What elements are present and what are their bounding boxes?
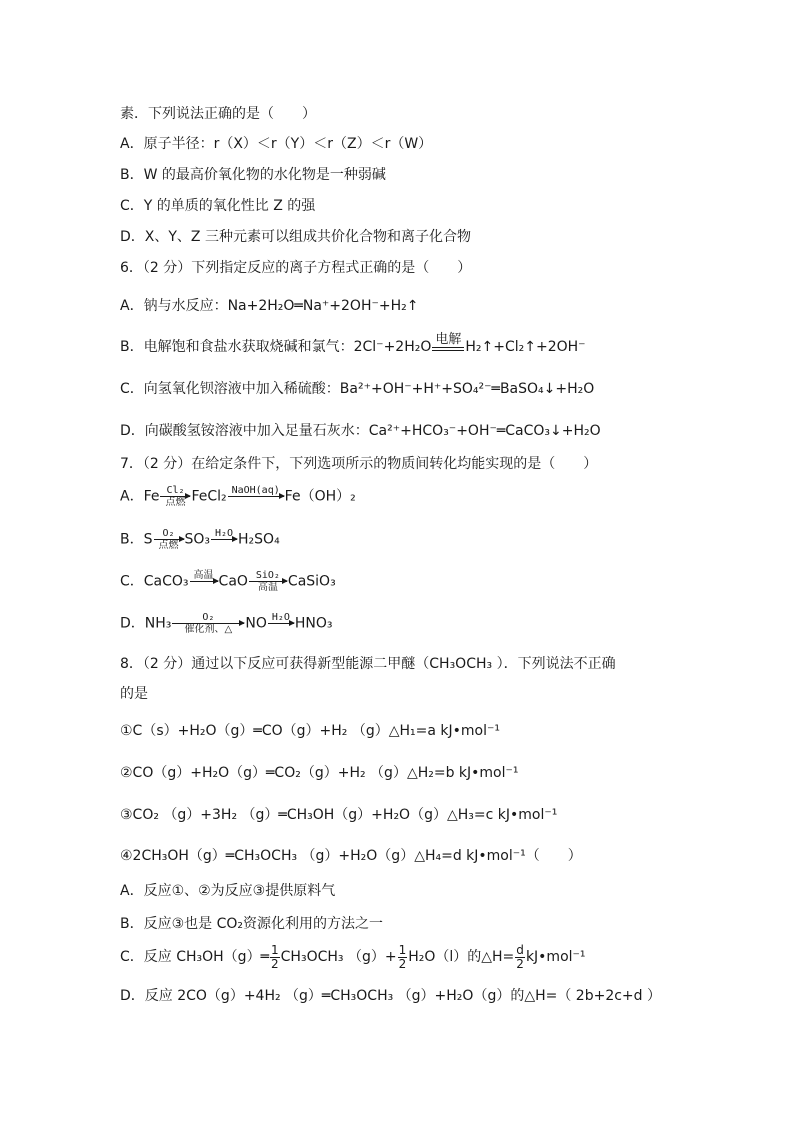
q7-d-arrow1 xyxy=(172,612,244,635)
fraction-half-1 xyxy=(270,944,280,971)
fraction-numerator: 1 xyxy=(271,942,279,957)
q7-d-reagent1: O₂ xyxy=(202,612,215,623)
q7-b-arrow1 xyxy=(154,528,184,551)
q7-b-reagent2: H₂O xyxy=(215,528,234,539)
q8-option-a: A．反应①、②为反应③提供原料气 xyxy=(120,883,336,899)
q7-b-reagent1: O₂ xyxy=(162,528,175,539)
q7-a-reagent1: Cl₂ xyxy=(166,485,185,496)
q7-b-arrow2 xyxy=(211,528,237,551)
q7-d-reagent2: H₂O xyxy=(271,612,290,623)
q5-stem-tail: 素．下列说法正确的是（ ） xyxy=(120,106,316,122)
q7-a-cond1: 点燃 xyxy=(165,497,186,508)
q8-reaction-3: ③CO₂ （g）+3H₂ （g）═CH₃OH（g）+H₂O（g）△H₃=c kJ•mol⁻¹ xyxy=(120,807,558,823)
q7-a-arrow1 xyxy=(160,485,190,508)
q7-b-p2: H₂SO₄ xyxy=(238,531,280,548)
electrolysis-label: 电解 xyxy=(435,332,462,347)
q6-option-b xyxy=(120,332,586,362)
q8-option-d: D．反应 2CO（g）+4H₂ （g）═CH₃OCH₃ （g）+H₂O（g）的△H=（ 2b+2c+d ） xyxy=(120,988,661,1004)
q7-b-p1: SO₃ xyxy=(184,531,211,548)
q5-option-c: C．Y 的单质的氧化性比 Z 的强 xyxy=(120,198,316,214)
fraction-half-2 xyxy=(398,944,408,971)
q8-reaction-2: ②CO（g）+H₂O（g）═CO₂（g）+H₂ （g）△H₂=b kJ•mol⁻¹ xyxy=(120,765,519,781)
q7-c-p1: CaO xyxy=(218,573,248,590)
q6-b-rhs: H₂↑+Cl₂↑+2OH⁻ xyxy=(465,339,586,355)
q7-c-p2: CaSiO₃ xyxy=(287,573,336,590)
fraction-denominator: 2 xyxy=(271,956,279,971)
q8-c-mid: CH₃OCH₃ （g）+ xyxy=(280,949,397,965)
q7-a-p2: Fe（OH）₂ xyxy=(284,488,356,505)
q7-option-a xyxy=(120,485,356,508)
q7-option-c xyxy=(120,570,336,593)
q6-option-c: C．向氢氧化钡溶液中加入稀硫酸：Ba²⁺+OH⁻+H⁺+SO₄²⁻═BaSO₄↓+H₂O xyxy=(120,381,595,397)
q7-a-arrow2 xyxy=(228,485,284,508)
q7-stem: 7．（2 分）在给定条件下，下列选项所示的物质间转化均能实现的是（ ） xyxy=(120,456,598,472)
q5-option-a: A．原子半径：r（X）＜r（Y）＜r（Z）＜r（W） xyxy=(120,136,433,152)
fraction-numerator: d xyxy=(516,942,524,957)
q7-a-p1: FeCl₂ xyxy=(191,488,227,505)
q7-c-arrow1 xyxy=(190,570,218,593)
q7-c-arrow2 xyxy=(249,570,287,593)
fraction-denominator: 2 xyxy=(516,956,524,971)
q7-d-p2: HNO₃ xyxy=(294,615,333,632)
q7-option-b xyxy=(120,528,280,551)
q7-d-p0: D．NH₃ xyxy=(120,615,172,632)
q6-option-d: D．向碳酸氢铵溶液中加入足量石灰水：Ca²⁺+HCO₃⁻+OH⁻═CaCO₃↓+H₂O xyxy=(120,423,601,439)
q7-d-cond1: 催化剂、△ xyxy=(184,624,233,635)
q8-c-unit: kJ•mol⁻¹ xyxy=(525,949,586,965)
q8-c-mid2: H₂O（l）的△H= xyxy=(408,949,515,965)
electrolysis-condition xyxy=(432,332,464,362)
q7-option-d xyxy=(120,612,333,635)
q7-a-p0: A．Fe xyxy=(120,488,160,505)
q7-c-p0: C．CaCO₃ xyxy=(120,573,189,590)
q7-d-arrow2 xyxy=(268,612,294,635)
q8-stem: 8．（2 分）通过以下反应可获得新型能源二甲醚（CH₃OCH₃ ）．下列说法不正确 xyxy=(120,656,616,672)
q7-c-cond2: 高温 xyxy=(257,582,278,593)
q8-reaction-1: ①C（s）+H₂O（g）═CO（g）+H₂ （g）△H₁=a kJ•mol⁻¹ xyxy=(120,723,500,739)
q5-option-b: B．W 的最高价氧化物的水化物是一种弱碱 xyxy=(120,167,386,183)
q8-option-c xyxy=(120,940,586,974)
q8-option-b: B．反应③也是 CO₂资源化利用的方法之一 xyxy=(120,916,384,932)
q6-stem: 6．（2 分）下列指定反应的离子方程式正确的是（ ） xyxy=(120,260,472,276)
q5-option-d: D．X、Y、Z 三种元素可以组成共价化合物和离子化合物 xyxy=(120,229,471,245)
q7-c-cond1: 高温 xyxy=(193,570,214,581)
q6-option-a: A．钠与水反应：Na+2H₂O═Na⁺+2OH⁻+H₂↑ xyxy=(120,298,419,314)
fraction-numerator: 1 xyxy=(398,942,407,957)
q7-c-reagent2: SiO₂ xyxy=(255,570,280,581)
q7-d-p1: NO xyxy=(245,615,267,632)
q7-b-p0: B．S xyxy=(120,531,153,548)
fraction-denominator: 2 xyxy=(398,956,407,971)
q6-b-lhs: B．电解饱和食盐水获取烧碱和氯气：2Cl⁻+2H₂O xyxy=(120,339,432,355)
fraction-d-over-2 xyxy=(515,944,525,971)
q8-stem-tail: 的是 xyxy=(120,686,148,702)
q8-c-lhs: C．反应 CH₃OH（g）═ xyxy=(120,949,270,965)
q7-a-reagent2: NaOH(aq) xyxy=(231,485,280,496)
q8-reaction-4: ④2CH₃OH（g）═CH₃OCH₃ （g）+H₂O（g）△H₄=d kJ•mol⁻¹（ ） xyxy=(120,848,582,864)
q7-b-cond1: 点燃 xyxy=(158,540,179,551)
